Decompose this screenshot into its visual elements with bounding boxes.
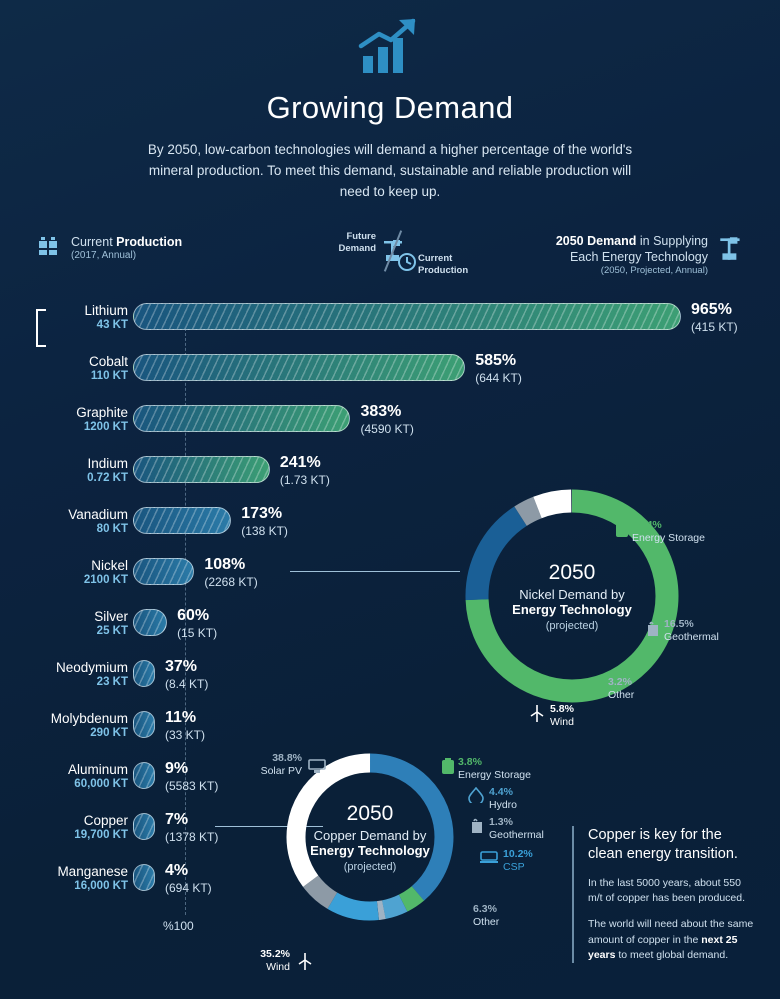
nickel-donut-line1: Nickel Demand by: [519, 586, 625, 602]
note-p2-pre: The world will need about the same amount of copper in the: [588, 918, 754, 946]
nickel-pct-other: 3.2%: [608, 676, 632, 688]
bar-percent: 11%: [165, 708, 197, 726]
bar-kt: (2268 KT): [204, 574, 258, 589]
bar-label-indium: [0, 456, 128, 484]
bar-kt: (415 KT): [691, 319, 738, 334]
mineral-current-production: 16,000 KT: [74, 879, 128, 892]
bar-kt: (15 KT): [177, 625, 218, 640]
bar-kt: (5583 KT): [165, 778, 219, 793]
legend-right-tail: in Supplying: [636, 233, 708, 248]
bar-label-molybdenum: [0, 711, 128, 739]
mineral-current-production: 110 KT: [90, 369, 128, 382]
bar-label-vanadium: [0, 507, 128, 535]
legend-left-title-bold: Production: [116, 234, 183, 249]
mineral-name: Neodymium: [55, 659, 128, 675]
legend-right-bold-pre: 2050: [555, 233, 588, 248]
bar-value-molybdenum: [165, 709, 205, 742]
note-heading: Copper is key for the clean energy transition.: [588, 826, 738, 863]
copper-pct-other: 6.3%: [473, 903, 497, 915]
bar-kt: (1.73 KT): [279, 472, 330, 487]
copper-label-wind: [236, 948, 290, 974]
legend-left-sub: (2017, Annual): [71, 250, 137, 262]
copper-donut-year: 2050: [346, 801, 394, 825]
bar-percent: 383%: [360, 402, 402, 420]
copper-donut-chart: [275, 742, 465, 932]
nickel-name-energy-storage: Energy Storage: [632, 532, 705, 545]
bar-kt: (138 KT): [241, 523, 288, 538]
bar-kt: (8.4 KT): [165, 676, 209, 691]
legend-current-production: [38, 235, 182, 263]
mineral-name: Indium: [87, 455, 128, 471]
nickel-donut-chart: [452, 476, 692, 716]
note-p2-bold: next 25 years: [588, 933, 738, 961]
bar-copper: [133, 813, 155, 840]
bar-value-indium: [280, 454, 330, 487]
note-paragraph-1: In the last 5000 years, about 550 m/t of copper has been produced.: [588, 876, 746, 905]
copper-name-other: Other: [473, 916, 500, 929]
bar-percent: 7%: [165, 810, 189, 828]
bar-value-neodymium: [165, 658, 208, 691]
copper-name-csp: CSP: [503, 861, 525, 874]
mineral-name: Silver: [94, 608, 128, 624]
axis-label-100: %100: [163, 918, 194, 933]
bar-value-vanadium: [241, 505, 288, 538]
bar-value-cobalt: [475, 352, 522, 385]
mineral-current-production: 19,700 KT: [74, 828, 128, 841]
bar-label-cobalt: [0, 354, 128, 382]
bar-value-manganese: [165, 862, 212, 895]
bar-value-lithium: [691, 301, 738, 334]
bar-kt: (33 KT): [165, 727, 206, 742]
bar-vanadium: [133, 507, 231, 534]
mineral-current-production: 2100 KT: [83, 573, 128, 586]
bar-graphite: [133, 405, 350, 432]
copper-label-hydro: [489, 786, 517, 812]
copper-pct-solar-pv: 38.8%: [272, 752, 302, 764]
nickel-label-energy-storage: [632, 519, 705, 545]
copper-name-hydro: Hydro: [489, 799, 518, 812]
bar-percent: 4%: [165, 861, 189, 879]
wind-turbine-icon: [528, 704, 546, 722]
copper-label-solar-pv: [236, 752, 302, 778]
bar-value-nickel: [204, 556, 257, 589]
nickel-label-other: [608, 676, 634, 702]
bar-nickel: [133, 558, 194, 585]
nickel-label-wind: [550, 703, 574, 729]
mineral-name: Aluminum: [67, 761, 128, 777]
bar-kt: (644 KT): [475, 370, 522, 385]
nickel-donut-line2: Energy Technology: [512, 601, 632, 617]
bar-indium: [133, 456, 270, 483]
nickel-name-geothermal: Geothermal: [664, 631, 719, 644]
nickel-name-wind: Wind: [550, 716, 574, 729]
leader-line-nickel: [290, 571, 460, 572]
bar-label-aluminum: [0, 762, 128, 790]
copper-pct-hydro: 4.4%: [489, 786, 513, 798]
mineral-current-production: 25 KT: [96, 624, 128, 637]
nickel-label-geothermal: [664, 618, 719, 644]
copper-pct-wind: 35.2%: [260, 948, 290, 960]
copper-name-geothermal: Geothermal: [489, 829, 544, 842]
legend-current-production-label: Current Production: [418, 252, 469, 276]
bar-silver: [133, 609, 167, 636]
bar-percent: 108%: [204, 555, 246, 573]
mineral-name: Graphite: [76, 404, 128, 420]
bar-value-copper: [165, 811, 218, 844]
bar-percent: 60%: [177, 606, 210, 624]
bar-kt: (694 KT): [165, 880, 212, 895]
mineral-name: Copper: [83, 812, 128, 828]
battery-icon: [442, 758, 454, 774]
copper-label-geothermal: [489, 816, 544, 842]
copper-note: [572, 826, 758, 963]
mineral-current-production: 0.72 KT: [87, 471, 128, 484]
geothermal-icon: [646, 620, 660, 636]
bar-row: [0, 351, 780, 400]
bar-label-silver: [0, 609, 128, 637]
copper-name-wind: Wind: [266, 961, 290, 974]
bar-lithium: [133, 303, 681, 330]
mineral-name: Vanadium: [68, 506, 128, 522]
legend: [0, 225, 780, 283]
mineral-current-production: 290 KT: [90, 726, 128, 739]
bar-value-aluminum: [165, 760, 218, 793]
mineral-name: Nickel: [91, 557, 128, 573]
wind-turbine-icon: [296, 952, 314, 970]
bar-label-lithium: [0, 303, 128, 331]
bar-label-neodymium: [0, 660, 128, 688]
copper-name-energy-storage: Energy Storage: [458, 769, 531, 782]
note-p2-post: to meet global demand.: [615, 948, 729, 961]
nickel-pct-energy-storage: 74.4%: [632, 519, 662, 531]
copper-name-solar-pv: Solar PV: [260, 765, 302, 778]
legend-comparison: [322, 229, 502, 277]
legend-right-line2: Each Energy Technology: [569, 250, 708, 265]
legend-future-demand-label: Future Demand: [338, 230, 376, 254]
page-title: Growing Demand: [266, 90, 514, 125]
bar-kt: (4590 KT): [360, 421, 414, 436]
growth-chart-icon: [357, 16, 423, 76]
copper-pct-csp: 10.2%: [503, 848, 533, 860]
bar-molybdenum: [133, 711, 155, 738]
clock-icon: [396, 251, 418, 273]
crane-icon: [716, 233, 746, 263]
battery-icon: [616, 521, 628, 537]
bar-label-graphite: [0, 405, 128, 433]
nickel-pct-wind: 5.8%: [550, 703, 574, 715]
mineral-current-production: 43 KT: [96, 318, 128, 331]
bar-kt: (1378 KT): [165, 829, 219, 844]
copper-pct-geothermal: 1.3%: [489, 816, 513, 828]
bar-label-manganese: [0, 864, 128, 892]
bar-percent: 241%: [279, 453, 321, 471]
copper-label-other: [473, 903, 499, 929]
battery-icon: [38, 235, 62, 257]
page-subtitle: By 2050, low-carbon technologies will demand a higher percentage of the world's mineral production. To meet this demand, sustainable and reliable production will need to keep up.: [147, 142, 633, 199]
bar-manganese: [133, 864, 155, 891]
copper-donut-line3: (projected): [343, 860, 397, 873]
legend-right-bold: Demand: [587, 233, 637, 248]
mineral-name: Lithium: [84, 302, 128, 318]
bar-cobalt: [133, 354, 465, 381]
bar-percent: 9%: [165, 759, 189, 777]
copper-pct-energy-storage: 3.8%: [458, 756, 482, 768]
bar-value-silver: [177, 607, 217, 640]
bar-neodymium: [133, 660, 155, 687]
legend-2050-demand: [556, 233, 746, 278]
hydro-icon: [467, 787, 485, 803]
mineral-current-production: 60,000 KT: [74, 777, 128, 790]
bar-aluminum: [133, 762, 155, 789]
logo: [0, 0, 780, 76]
nickel-pct-geothermal: 16.5%: [664, 618, 694, 630]
csp-icon: [479, 849, 499, 865]
bar-row: [0, 402, 780, 451]
bar-label-nickel: [0, 558, 128, 586]
bar-percent: 585%: [475, 351, 517, 369]
mineral-current-production: 1200 KT: [83, 420, 128, 433]
geothermal-icon: [469, 817, 485, 833]
bar-percent: 173%: [241, 504, 283, 522]
nickel-name-other: Other: [608, 689, 635, 702]
copper-label-energy-storage: [458, 756, 531, 782]
nickel-donut-year: 2050: [548, 560, 596, 584]
bar-percent: 37%: [165, 657, 198, 675]
copper-label-csp: [503, 848, 533, 874]
bar-value-graphite: [360, 403, 413, 436]
mineral-current-production: 80 KT: [96, 522, 128, 535]
bar-row: [0, 300, 780, 349]
mineral-name: Cobalt: [88, 353, 128, 369]
mineral-current-production: 23 KT: [96, 675, 128, 688]
legend-left-title: Current: [71, 234, 117, 249]
copper-donut-line2: Energy Technology: [310, 842, 430, 858]
copper-donut-line1: Copper Demand by: [313, 827, 427, 843]
bar-percent: 965%: [691, 300, 732, 318]
bar-label-copper: [0, 813, 128, 841]
mineral-name: Molybdenum: [50, 710, 128, 726]
nickel-donut-line3: (projected): [545, 619, 599, 632]
note-paragraph-2: [588, 917, 758, 963]
solar-pv-icon: [308, 758, 326, 774]
legend-right-sub: (2050, Projected, Annual): [600, 265, 708, 277]
mineral-name: Manganese: [57, 863, 128, 879]
